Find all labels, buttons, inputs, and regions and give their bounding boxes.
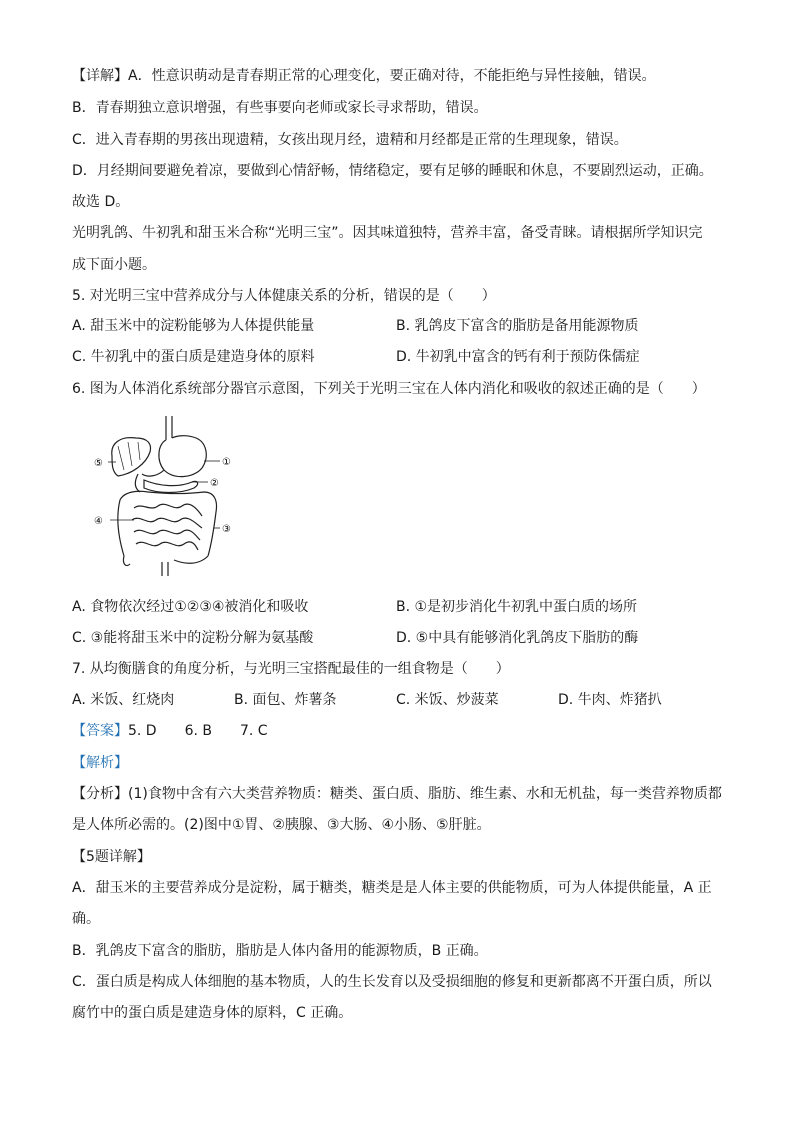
q6-option-b: B. ①是初步消化牛初乳中蛋白质的场所: [396, 599, 638, 615]
intro-c: C．进入青春期的男孩出现遗精，女孩出现月经，遗精和月经都是正常的生理现象，错误。: [72, 132, 628, 148]
intro-choice: 故选 D。: [72, 194, 130, 210]
fenxi-line-2: 是人体所必需的。(2)图中①胃、②胰腺、③大肠、④小肠、⑤肝脏。: [72, 817, 491, 833]
label-1: ①: [222, 457, 231, 468]
q6-option-c: C. ③能将甜玉米中的淀粉分解为氨基酸: [72, 630, 314, 646]
q7-option-b: B. 面包、炸薯条: [234, 692, 337, 708]
detail5-c1: C．蛋白质是构成人体细胞的基本物质，人的生长发育以及受损细胞的修复和更新都离不开蛋白质，所以: [72, 974, 712, 990]
detail5-c2: 腐竹中的蛋白质是建造身体的原料，C 正确。: [72, 1005, 353, 1021]
q7-option-d: D. 牛肉、炸猪扒: [558, 692, 662, 708]
q6-stem: 6. 图为人体消化系统部分器官示意图，下列关于光明三宝在人体内消化和吸收的叙述正确的是（ ）: [72, 381, 706, 397]
fenxi-tag: 【分析】: [72, 786, 128, 802]
intro-d: D．月经期间要避免着凉，要做到心情舒畅，情绪稳定，要有足够的睡眠和休息，不要剧烈运动，正确。: [72, 163, 713, 179]
q5-stem: 5. 对光明三宝中营养成分与人体健康关系的分析，错误的是（ ）: [72, 288, 496, 304]
q5-option-c: C. 牛初乳中的蛋白质是建造身体的原料: [72, 349, 315, 365]
analysis-tag: 【解析】: [72, 755, 128, 771]
q7-option-c: C. 米饭、炒菠菜: [396, 692, 499, 708]
intro-a: 【详解】A．性意识萌动是青春期正常的心理变化，要正确对待，不能拒绝与异性接触，错误。: [72, 68, 656, 84]
passage-line-2: 成下面小题。: [72, 257, 156, 273]
q7-stem: 7. 从均衡膳食的角度分析，与光明三宝搭配最佳的一组食物是（ ）: [72, 661, 510, 677]
passage-line-1: 光明乳鸽、牛初乳和甜玉米合称“光明三宝”。因其味道独特，营养丰富，备受青睐。请根据所学知识完: [72, 225, 703, 241]
q6-option-d: D. ⑤中具有能够消化乳鸽皮下脂肪的酶: [396, 630, 639, 646]
fenxi-line-1: 【分析】(1)食物中含有六大类营养物质：糖类、蛋白质、脂肪、维生素、水和无机盐，每一类营养物质都: [72, 786, 722, 802]
detail5-tag: 【5题详解】: [72, 849, 151, 865]
intro-b: B．青春期独立意识增强，有些事要向老师或家长寻求帮助，错误。: [72, 100, 488, 116]
detail5-b: B．乳鸽皮下富含的脂肪，脂肪是人体内备用的能源物质，B 正确。: [72, 943, 488, 959]
q7-option-a: A. 米饭、红烧肉: [72, 692, 175, 708]
detail-tag: 【详解】: [72, 68, 128, 84]
q6-option-a: A. 食物依次经过①②③④被消化和吸收: [72, 599, 309, 615]
answer-tag: 【答案】: [72, 723, 128, 739]
digestive-system-diagram: [88, 416, 248, 581]
label-4: ④: [94, 516, 103, 527]
detail5-a1: A．甜玉米的主要营养成分是淀粉，属于糖类，糖类是是人体主要的供能物质，可为人体提供能量，A 正: [72, 880, 712, 896]
label-3: ③: [222, 524, 231, 535]
detail5-a2: 确。: [72, 911, 100, 927]
q5-option-a: A. 甜玉米中的淀粉能够为人体提供能量: [72, 318, 315, 334]
label-5: ⑤: [94, 458, 103, 469]
answer-line: [72, 721, 268, 741]
q5-option-b: B. 乳鸽皮下富含的脂肪是备用能源物质: [396, 318, 639, 334]
answer-text: 5. D 6. B 7. C: [128, 723, 268, 739]
q5-option-d: D. 牛初乳中富含的钙有利于预防侏儒症: [396, 349, 640, 365]
label-2: ②: [210, 478, 219, 489]
